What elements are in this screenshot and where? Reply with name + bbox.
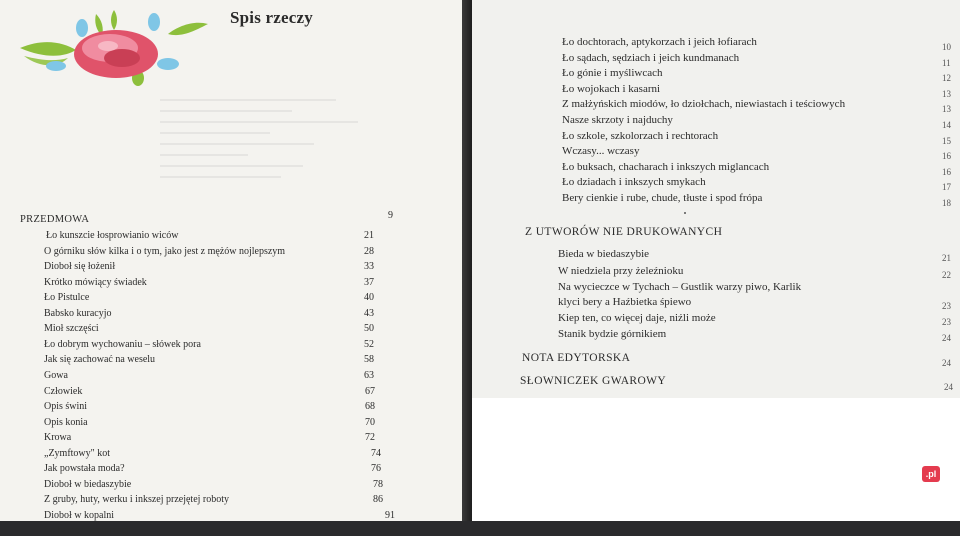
toc-page-number: 9 — [388, 210, 393, 221]
toc-entry: Z gruby, huty, werku i inkszej przejętej roboty — [44, 494, 230, 506]
toc-entry: Krowa — [44, 432, 72, 444]
toc-page-number: 28 — [364, 245, 374, 257]
watermark-badge: .pl — [922, 466, 940, 482]
toc-page-number: 37 — [364, 276, 374, 288]
toc-entry: klyci bery a Haźbietka śpiewo — [558, 296, 692, 308]
toc-page-number: 23 — [942, 301, 951, 311]
toc-entry: Ło szkole, szkolorzach i rechtorach — [562, 129, 719, 142]
toc-entry: Z małżyńskich miodów, ło dziołchach, niewiastach i teściowych — [562, 98, 846, 111]
toc-entry: Ło wojokach i kasarni — [562, 82, 661, 95]
toc-page-number: 63 — [364, 369, 374, 381]
bleed-through-text — [160, 90, 380, 200]
toc-page-number: 17 — [942, 182, 951, 193]
toc-section-nota: NOTA EDYTORSKA — [522, 352, 631, 364]
toc-page-number: 24 — [944, 382, 953, 392]
toc-entry: Bieda w biedaszybie — [558, 248, 650, 260]
toc-page-number: 76 — [371, 463, 381, 475]
toc-entry: Gowa — [44, 369, 68, 381]
toc-entry: Krótko mówiący świadek — [44, 276, 147, 288]
toc-entry: Dioboł w kopalni — [44, 509, 114, 521]
toc-entry: Ło buksach, chacharach i inkszych miglancach — [562, 160, 770, 173]
toc-entry: Ło dziadach i inkszych smykach — [562, 176, 706, 189]
toc-entry: W niedziela przy żeleźnioku — [558, 265, 684, 277]
toc-page-number: 24 — [942, 358, 951, 368]
toc-page-number: 16 — [942, 166, 951, 177]
toc-page-number: 16 — [942, 151, 951, 162]
toc-entry: „Zymftowy" kot — [44, 447, 111, 459]
toc-entry: Ło Pistulce — [44, 292, 90, 304]
toc-entry: Człowiek — [44, 385, 83, 397]
watermark-logo: Sprzedajemy — [770, 472, 922, 499]
toc-page-number: 68 — [365, 401, 375, 413]
toc-entry: Jak powstała moda? — [44, 463, 125, 475]
blank-area — [472, 398, 960, 521]
left-page — [0, 0, 466, 536]
toc-section-slowniczek: SŁOWNICZEK GWAROWY — [520, 375, 667, 387]
toc-page-number: 13 — [942, 104, 951, 115]
toc-page-number: 23 — [942, 317, 951, 327]
toc-page-number: 21 — [942, 253, 951, 263]
toc-page-number: 74 — [371, 447, 381, 459]
toc-entry: Dioboł się łożenił — [44, 261, 116, 273]
toc-page-number: 50 — [364, 323, 374, 335]
flower-ornament-icon — [18, 8, 208, 94]
toc-entry: Dioboł w biedaszybie — [44, 478, 132, 490]
toc-entry: Babsko kuracyjo — [44, 307, 112, 319]
toc-page-number: 72 — [365, 432, 375, 444]
book-gutter — [462, 0, 472, 521]
toc-page-number: 15 — [942, 135, 951, 146]
toc-entry: Ło kunszcie łosprowianio wiców — [46, 230, 179, 241]
toc-entry: Stanik bydzie górnikiem — [558, 328, 667, 340]
toc-page-number: 86 — [373, 494, 383, 506]
toc-page-number: 22 — [942, 270, 951, 280]
toc-entry: Opis konia — [44, 416, 88, 428]
toc-page-number: 91 — [385, 509, 395, 521]
toc-entry: Ło dobrym wychowaniu – słówek pora — [44, 338, 201, 350]
right-page — [472, 0, 960, 398]
toc-entry: Ło gónie i myśliwcach — [562, 67, 663, 80]
page-title: Spis rzeczy — [230, 8, 313, 27]
toc-entry: Nasze skrzoty i najduchy — [562, 114, 673, 126]
toc-entry: Ło sądach, sędziach i jeich kundmanach — [562, 51, 740, 64]
toc-entry: Opis świni — [44, 401, 88, 413]
toc-page-number: 43 — [364, 307, 374, 319]
toc-page-number: 67 — [365, 385, 375, 397]
toc-entry: Jak się zachować na weselu — [44, 354, 156, 366]
toc-page-number: 14 — [942, 120, 951, 130]
toc-entry: Bery cienkie i rube, chude, tłuste i spod frópa — [562, 192, 763, 204]
toc-page-number: 33 — [364, 261, 374, 273]
toc-page-number: 58 — [364, 354, 374, 366]
toc-entry: Wczasy... wczasy — [562, 145, 640, 158]
toc-page-number: 18 — [942, 198, 951, 208]
toc-page-number: 10 — [942, 42, 951, 52]
toc-entry: Mioł szczęści — [44, 323, 99, 335]
ink-dot — [684, 212, 686, 214]
toc-page-number: 24 — [942, 333, 951, 343]
toc-page-number: 40 — [364, 292, 374, 304]
toc-page-number: 21 — [364, 230, 374, 241]
toc-entry: Na wycieczce w Tychach – Gustlik warzy piwo, Karlik — [558, 281, 802, 293]
toc-entry: O górniku słów kilka i o tym, jako jest z mężów nojlepszym — [44, 245, 286, 257]
toc-page-number: 78 — [373, 478, 383, 490]
toc-section-preface: PRZEDMOWA — [20, 214, 90, 225]
toc-section-heading: Z UTWORÓW NIE DRUKOWANYCH — [525, 226, 723, 238]
toc-page-number: 70 — [365, 416, 375, 428]
toc-page-number: 95 — [387, 525, 397, 536]
toc-page-number: 12 — [942, 73, 951, 84]
toc-page-number: 13 — [942, 88, 951, 99]
toc-page-number: 11 — [942, 57, 951, 68]
toc-entry: Kiep ten, co więcej daje, niźli może — [558, 312, 716, 324]
toc-entry: Ło dochtorach, aptykorzach i jeich łofiarach — [562, 36, 757, 48]
toc-entry: Ło banie i baniorzach — [44, 525, 131, 536]
toc-page-number: 52 — [364, 338, 374, 350]
